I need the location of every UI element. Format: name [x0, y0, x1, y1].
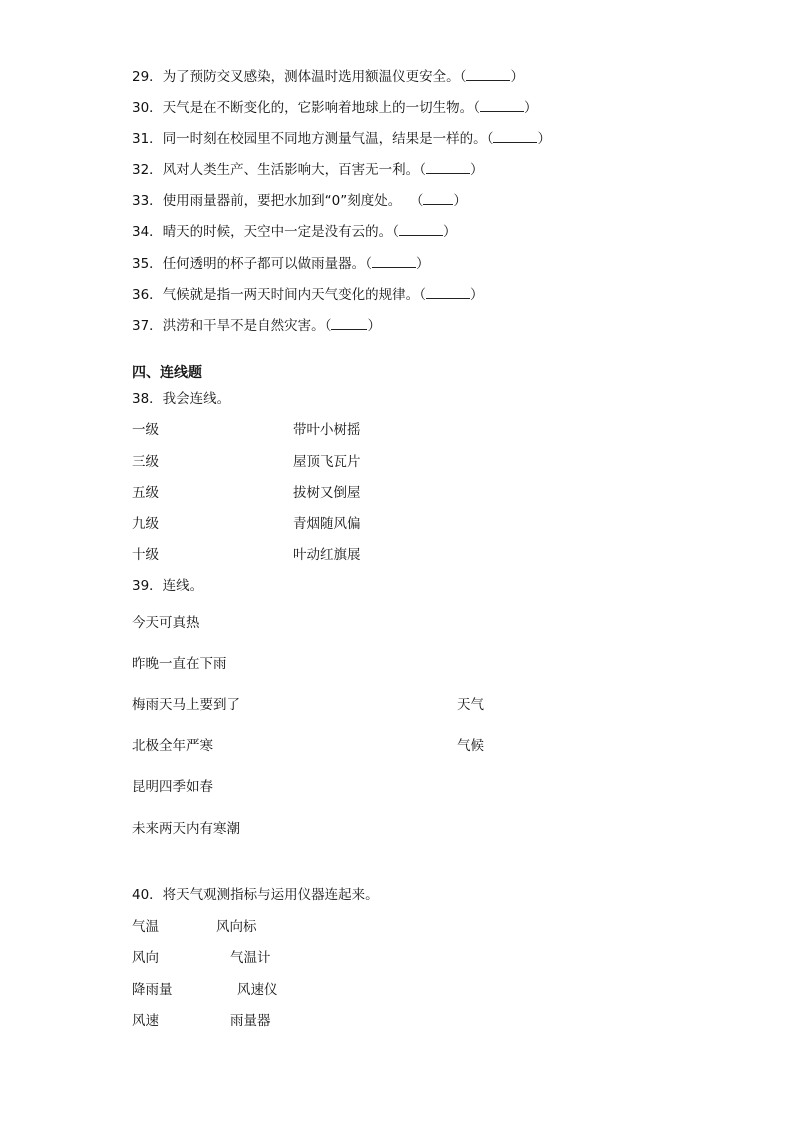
paren-close: ） — [510, 69, 524, 85]
right-item[interactable]: 天气 — [457, 697, 484, 713]
answer-blank[interactable] — [426, 284, 470, 299]
question-text: 天气是在不断变化的，它影响着地球上的一切生物。 — [162, 100, 474, 116]
right-item[interactable]: 叶动红旗展 — [293, 547, 361, 563]
section-title: 四、连线题 — [132, 365, 202, 381]
paren-open: （ — [392, 224, 399, 240]
right-item[interactable]: 气候 — [457, 738, 484, 754]
question-number: 31． — [132, 131, 163, 147]
question-number: 32． — [132, 162, 163, 178]
paren-open: （ — [365, 256, 372, 272]
left-item[interactable]: 昆明四季如春 — [132, 779, 213, 795]
question-text: 为了预防交叉感染，测体温时选用额温仪更安全。 — [162, 69, 460, 85]
paren-close: ） — [523, 100, 538, 116]
paren-open: （ — [419, 162, 426, 178]
question-number: 36． — [132, 287, 163, 303]
paren-open: （ — [419, 287, 426, 303]
question-number: 30． — [132, 100, 163, 116]
right-item[interactable]: 拔树又倒屋 — [293, 485, 361, 501]
question-32 — [132, 159, 483, 180]
question-number: 33． — [132, 193, 163, 209]
right-item[interactable]: 屋顶飞瓦片 — [293, 454, 361, 470]
left-item[interactable]: 未来两天内有寒潮 — [132, 821, 240, 837]
left-item[interactable]: 降雨量 — [132, 982, 173, 998]
answer-blank[interactable] — [426, 159, 470, 174]
paren-close: ） — [367, 318, 381, 334]
left-item[interactable]: 今天可真热 — [132, 615, 200, 631]
left-item[interactable]: 梅雨天马上要到了 — [132, 697, 240, 713]
paren-close: ） — [442, 224, 457, 240]
left-item[interactable]: 五级 — [132, 485, 159, 501]
question-33 — [132, 190, 467, 211]
question-35 — [132, 253, 429, 274]
left-item[interactable]: 九级 — [132, 516, 159, 532]
answer-blank[interactable] — [466, 66, 510, 81]
question-34 — [132, 221, 456, 242]
answer-blank[interactable] — [480, 97, 524, 112]
right-item[interactable]: 风向标 — [216, 919, 257, 935]
answer-blank[interactable] — [493, 128, 537, 143]
question-title: 38．我会连线。 — [132, 391, 231, 407]
right-item[interactable]: 雨量器 — [230, 1013, 271, 1029]
left-item[interactable]: 十级 — [132, 547, 159, 563]
answer-blank[interactable] — [423, 190, 453, 205]
paren-open: （ — [486, 131, 494, 147]
question-text: 洪涝和干旱不是自然灾害。 — [162, 318, 325, 334]
right-item[interactable]: 带叶小树摇 — [293, 422, 361, 438]
paren-close: ） — [469, 162, 484, 178]
question-number: 35． — [132, 256, 163, 272]
left-item[interactable]: 三级 — [132, 454, 159, 470]
question-text: 任何透明的杯子都可以做雨量器。 — [162, 256, 366, 272]
left-item[interactable]: 风速 — [132, 1013, 159, 1029]
answer-blank[interactable] — [331, 315, 367, 330]
left-item[interactable]: 昨晚一直在下雨 — [132, 656, 227, 672]
right-item[interactable]: 风速仪 — [237, 982, 278, 998]
question-29 — [132, 66, 524, 87]
question-text: 使用雨量器前，要把水加到“0”刻度处。 — [162, 193, 402, 209]
question-36 — [132, 284, 483, 305]
answer-blank[interactable] — [372, 253, 416, 268]
paren-open: （ — [473, 100, 480, 116]
question-text: 风对人类生产、生活影响大，百害无一利。 — [162, 162, 420, 178]
paren-close: ） — [415, 256, 430, 272]
left-item[interactable]: 北极全年严寒 — [132, 738, 213, 754]
paren-close: ） — [453, 193, 467, 209]
question-number: 34． — [132, 224, 163, 240]
question-title: 40．将天气观测指标与运用仪器连起来。 — [132, 887, 379, 903]
question-30 — [132, 97, 537, 118]
paren-open: （ — [459, 69, 467, 85]
paren-open: （ — [401, 193, 424, 209]
left-item[interactable]: 一级 — [132, 422, 159, 438]
question-31 — [132, 128, 551, 149]
paren-open: （ — [324, 318, 332, 334]
question-number: 29． — [132, 69, 163, 85]
question-text: 晴天的时候，天空中一定是没有云的。 — [162, 224, 393, 240]
paren-close: ） — [537, 131, 551, 147]
answer-blank[interactable] — [399, 221, 443, 236]
question-text: 同一时刻在校园里不同地方测量气温，结果是一样的。 — [162, 131, 487, 147]
question-title: 39．连线。 — [132, 578, 204, 594]
left-item[interactable]: 气温 — [132, 919, 159, 935]
paren-close: ） — [469, 287, 484, 303]
right-item[interactable]: 青烟随风偏 — [293, 516, 361, 532]
left-item[interactable]: 风向 — [132, 950, 159, 966]
right-item[interactable]: 气温计 — [230, 950, 271, 966]
question-number: 37． — [132, 318, 163, 334]
question-text: 气候就是指一两天时间内天气变化的规律。 — [162, 287, 420, 303]
question-37 — [132, 315, 381, 336]
